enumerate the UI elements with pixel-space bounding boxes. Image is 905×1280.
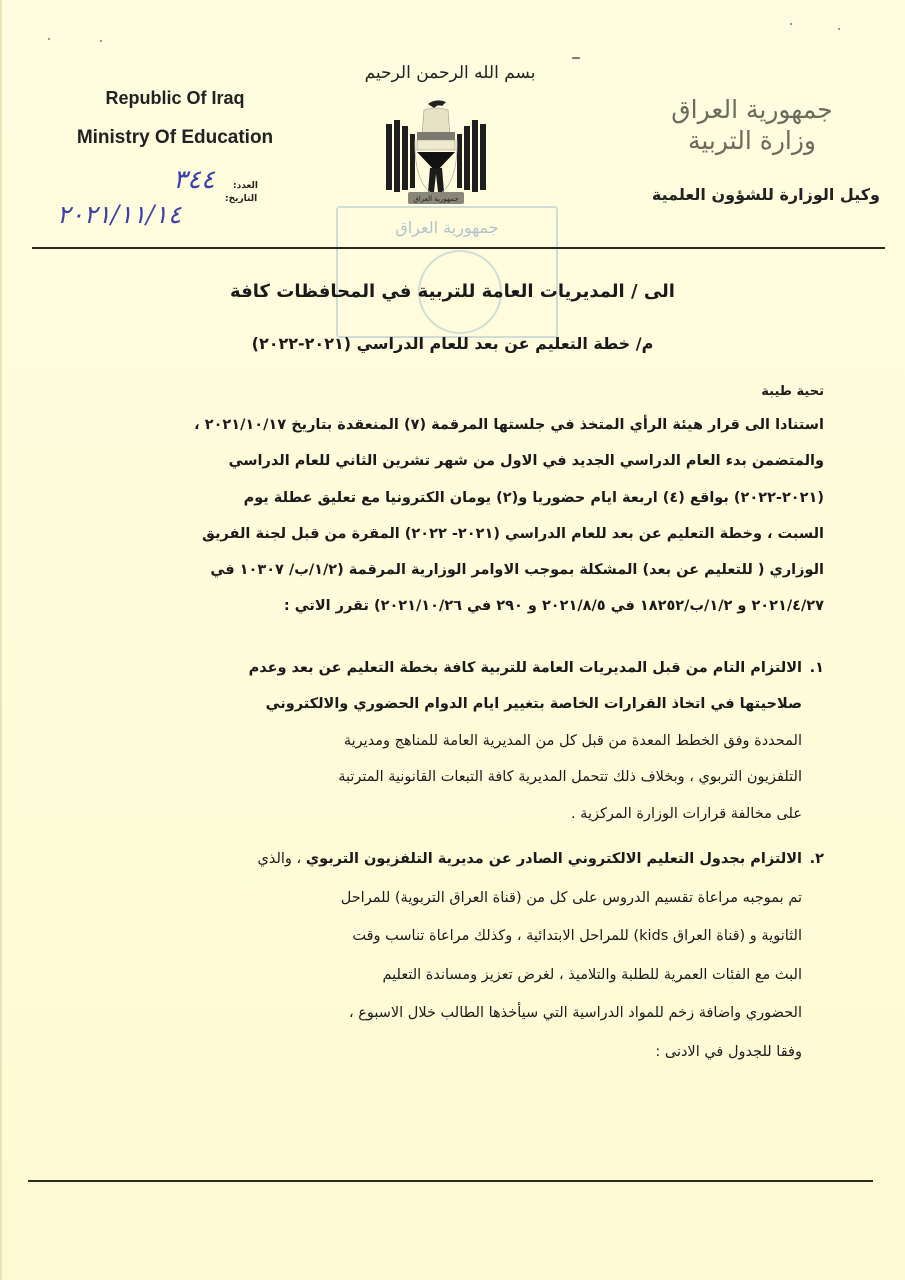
intro-line: السبت ، وخطة التعليم عن بعد للعام الدراسي (٢٠٢١- ٢٠٢٢) المقرة من قبل لجنة الفريق — [202, 525, 824, 542]
basmala: بسم الله الرحمن الرحيم — [364, 63, 536, 83]
subject-line: م/ خطة التعليم عن بعد للعام الدراسي (٢٠٢١-٢٠٢٢) — [251, 334, 654, 353]
list-item-line: صلاحيتها في اتخاذ القرارات الخاصة بتغيير ايام الدوام الحضوري والالكتروني — [265, 696, 802, 713]
list-item-line: الالتزام التام من قبل المديريات العامة للتربية كافة بخطة التعليم عن بعد وعدم — [248, 660, 802, 676]
reference-date-label: التاريخ: — [225, 194, 258, 204]
reference-block — [55, 165, 258, 245]
scan-speck — [790, 23, 792, 25]
list-item-line: الثانوية و (قناة العراق kids) للمراحل الابتدائية ، وكذلك مراعاة تناسب وقت — [352, 928, 802, 944]
list-item-lead: الالتزام بجدول التعليم الالكتروني الصادر عن مديرية التلفزيون التربوي — [305, 851, 802, 867]
reference-number-value: ٣٤٤ — [173, 165, 215, 195]
intro-paragraph — [82, 407, 824, 625]
emblem-caption: جمهورية العراق — [413, 195, 459, 203]
scan-speck — [572, 57, 580, 59]
intro-line: والمتضمن بدء العام الدراسي الجديد في الاول من شهر تشرين الثاني للعام الدراسي — [228, 453, 824, 470]
scan-speck — [838, 28, 840, 30]
list-item-line: الحضوري واضافة زخم للمواد الدراسية التي سيأخذها الطالب خلال الاسبوع ، — [348, 1005, 802, 1021]
country-name: Republic Of Iraq — [105, 88, 245, 108]
arabic-letterhead — [637, 94, 867, 157]
footer-divider — [28, 1180, 873, 1182]
scan-edge — [0, 0, 2, 1280]
reference-date-value: ٢٠٢١/١١/١٤ — [57, 200, 182, 229]
list-item-number: ٢. — [809, 851, 824, 867]
list-item-line: المحددة وفق الخطط المعدة من قبل كل من المديرية العامة للمناهج ومديرية — [343, 732, 802, 749]
intro-line: استنادا الى قرار هيئة الرأي المتخذ في جلستها المرقمة (٧) المنعقدة بتاريخ ٢٠٢١/١٠/١٧ ، — [194, 417, 824, 433]
stamp-text: جمهورية العراق — [395, 218, 499, 237]
list-item-line: التلفزيون التربوي ، وبخلاف ذلك تتحمل المديرية كافة التبعات القانونية المترتبة — [338, 769, 802, 786]
greeting: تحية طيبة — [761, 384, 824, 399]
list-item — [82, 840, 824, 1071]
list-item — [82, 650, 824, 832]
addressee: الى / المديريات العامة للتربية في المحافظات كافة — [230, 281, 675, 302]
scan-speck — [100, 40, 102, 42]
english-letterhead — [40, 88, 310, 149]
list-item-line: البث مع الفئات العمرية للطلبة والتلاميذ ، لغرض تعزيز ومساندة التعليم — [382, 966, 802, 983]
intro-line: ٢٠٢١/٤/٢٧ و ١/٢/ب/١٨٢٥٢ في ٢٠٢١/٨/٥ و ٢٩٠ في ٢٠٢١/١٠/٢٦) تقرر الاتي : — [283, 598, 824, 615]
list-item-lead-tail: ، والذي — [257, 851, 306, 867]
list-item-number: ١. — [809, 660, 824, 676]
issuing-office: وكيل الوزارة للشؤون العلمية — [651, 185, 880, 204]
iraq-eagle-emblem-icon — [384, 96, 488, 206]
reference-number-label: العدد: — [233, 181, 258, 191]
scan-speck — [48, 38, 50, 40]
intro-line: (٢٠٢١-٢٠٢٢) بواقع (٤) اربعة ايام حضوريا و(٢) يومان الكترونيا مع تعليق عطلة يوم — [243, 489, 824, 506]
list-item-line: وفقا للجدول في الادنى : — [655, 1043, 802, 1060]
intro-line: الوزاري ( للتعليم عن بعد) المشكلة بموجب الاوامر الوزارية المرقمة (١/٢/ب/ ١٠٣٠٧ في — [210, 562, 824, 579]
official-stamp — [336, 206, 558, 338]
ministry-name: Ministry Of Education — [76, 127, 274, 148]
header-divider — [32, 247, 885, 249]
arabic-country-name: جمهورية العراق — [671, 95, 833, 124]
list-item-line: على مخالفة قرارات الوزارة المركزية . — [570, 805, 802, 822]
list-item-line: تم بموجبه مراعاة تقسيم الدروس على كل من (قناة العراق التربوية) للمراحل — [340, 889, 802, 906]
arabic-ministry-name: وزارة التربية — [687, 126, 816, 156]
